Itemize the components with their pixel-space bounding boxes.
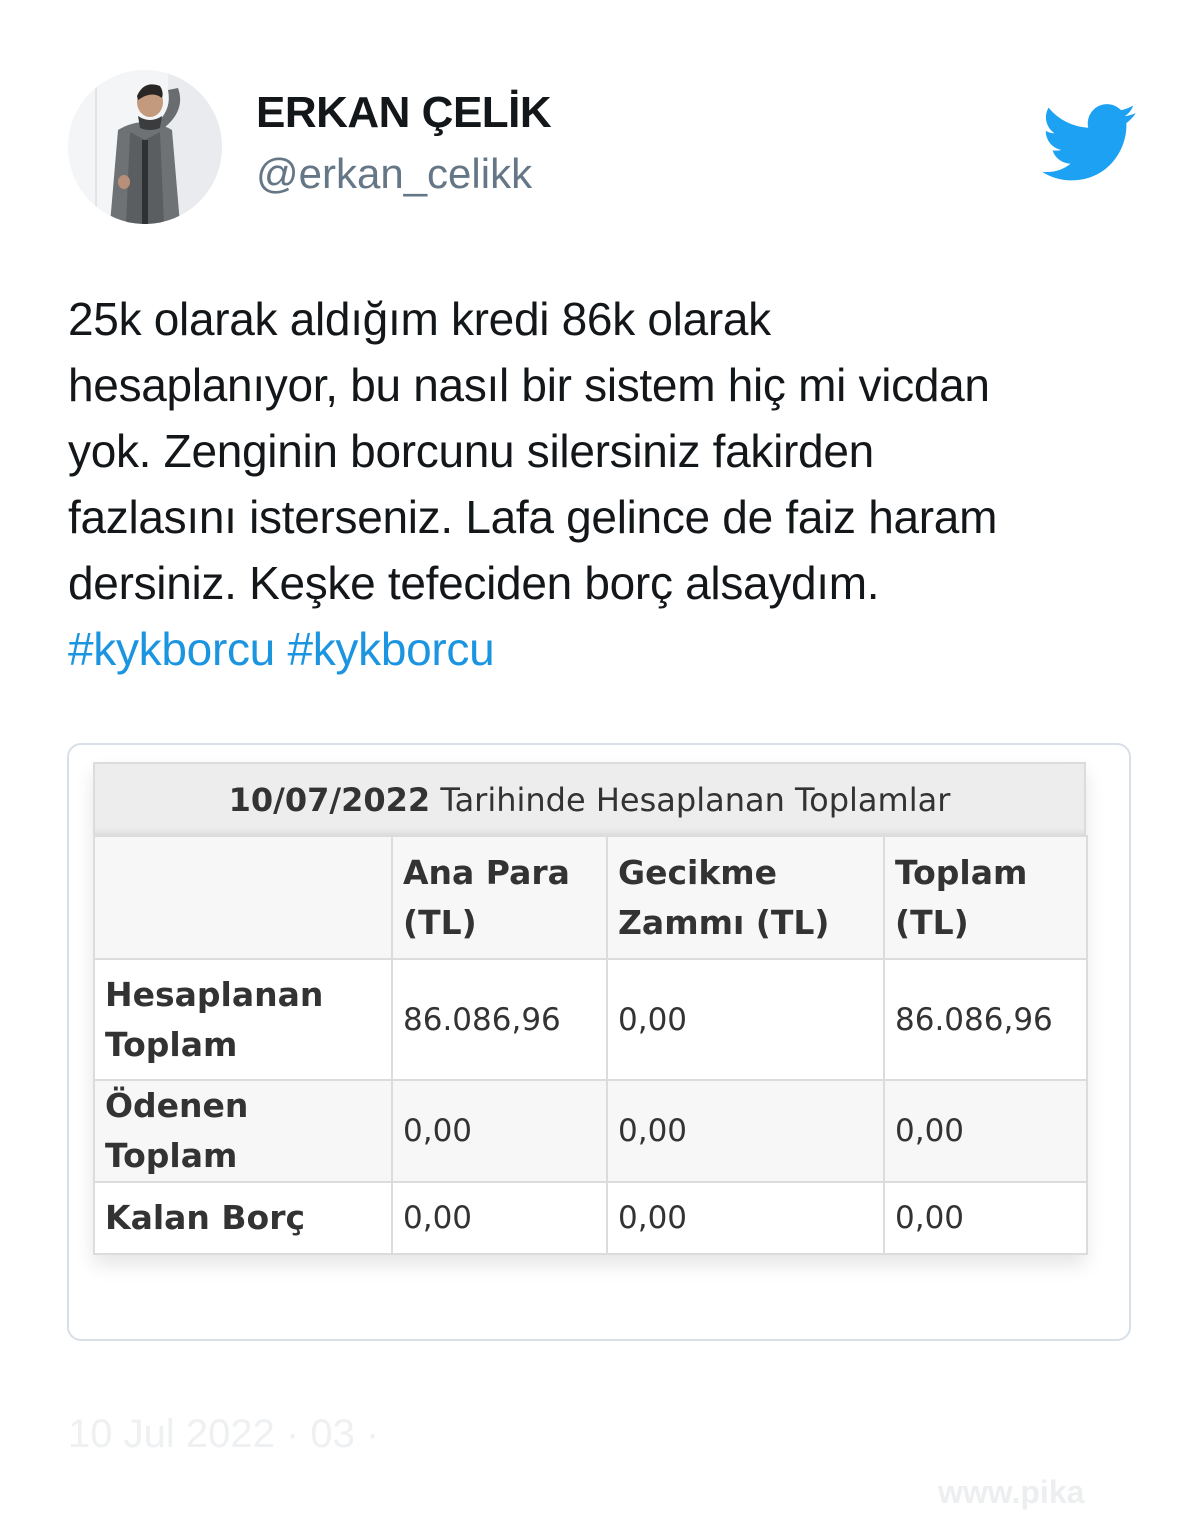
tweet-line: 25k olarak aldığım kredi 86k olarak	[68, 293, 771, 345]
tweet-line: hesaplanıyor, bu nasıl bir sistem hiç mi vicdan	[68, 359, 990, 411]
twitter-bird-shape	[1042, 102, 1136, 184]
column-header	[94, 836, 392, 959]
column-header: Gecikme Zammı (TL)	[607, 836, 884, 959]
table-cell: 0,00	[884, 1182, 1087, 1254]
tweet-line: dersiniz. Keşke tefeciden borç alsaydım.	[68, 557, 880, 609]
tweet-timestamp[interactable]: 10 Jul 2022 · 03 ·	[68, 1412, 380, 1456]
tweet-line: fazlasını isterseniz. Lafa gelince de faiz haram	[68, 491, 998, 543]
watermark: www.pika	[938, 1474, 1085, 1510]
loan-summary-screenshot	[93, 762, 1086, 1255]
table-cell: 0,00	[607, 1182, 884, 1254]
twitter-bird-icon	[1042, 102, 1136, 184]
avatar-photo	[68, 70, 222, 224]
table-cell: 0,00	[607, 1080, 884, 1182]
display-name[interactable]: ERKAN ÇELİK	[256, 88, 552, 137]
tweet-line: yok. Zenginin borcunu silersiniz fakirden	[68, 425, 874, 477]
hashtag-line	[68, 616, 1148, 682]
loan-summary-table	[93, 835, 1088, 1255]
table-header-row	[94, 836, 1087, 959]
column-header: Toplam (TL)	[884, 836, 1087, 959]
row-label: Kalan Borç	[94, 1182, 392, 1254]
table-row	[94, 959, 1087, 1080]
tweet-text	[68, 286, 1148, 682]
table-cell: 0,00	[884, 1080, 1087, 1182]
row-label: Ödenen Toplam	[94, 1080, 392, 1182]
row-label: Hesaplanan Toplam	[94, 959, 392, 1080]
column-header: Ana Para (TL)	[392, 836, 607, 959]
table-cell: 0,00	[607, 959, 884, 1080]
table-caption	[93, 762, 1086, 835]
table-cell: 86.086,96	[392, 959, 607, 1080]
table-cell: 0,00	[392, 1182, 607, 1254]
caption-date: 10/07/2022	[228, 781, 431, 819]
caption-text: Tarihinde Hesaplanan Toplamlar	[430, 781, 951, 819]
user-handle[interactable]: @erkan_celikk	[256, 150, 533, 197]
table-cell: 0,00	[392, 1080, 607, 1182]
avatar[interactable]	[68, 70, 222, 224]
table-row	[94, 1080, 1087, 1182]
table-cell: 86.086,96	[884, 959, 1087, 1080]
hashtag-link[interactable]: #kykborcu	[68, 623, 275, 675]
hashtag-link[interactable]: #kykborcu	[287, 623, 495, 675]
table-row	[94, 1182, 1087, 1254]
